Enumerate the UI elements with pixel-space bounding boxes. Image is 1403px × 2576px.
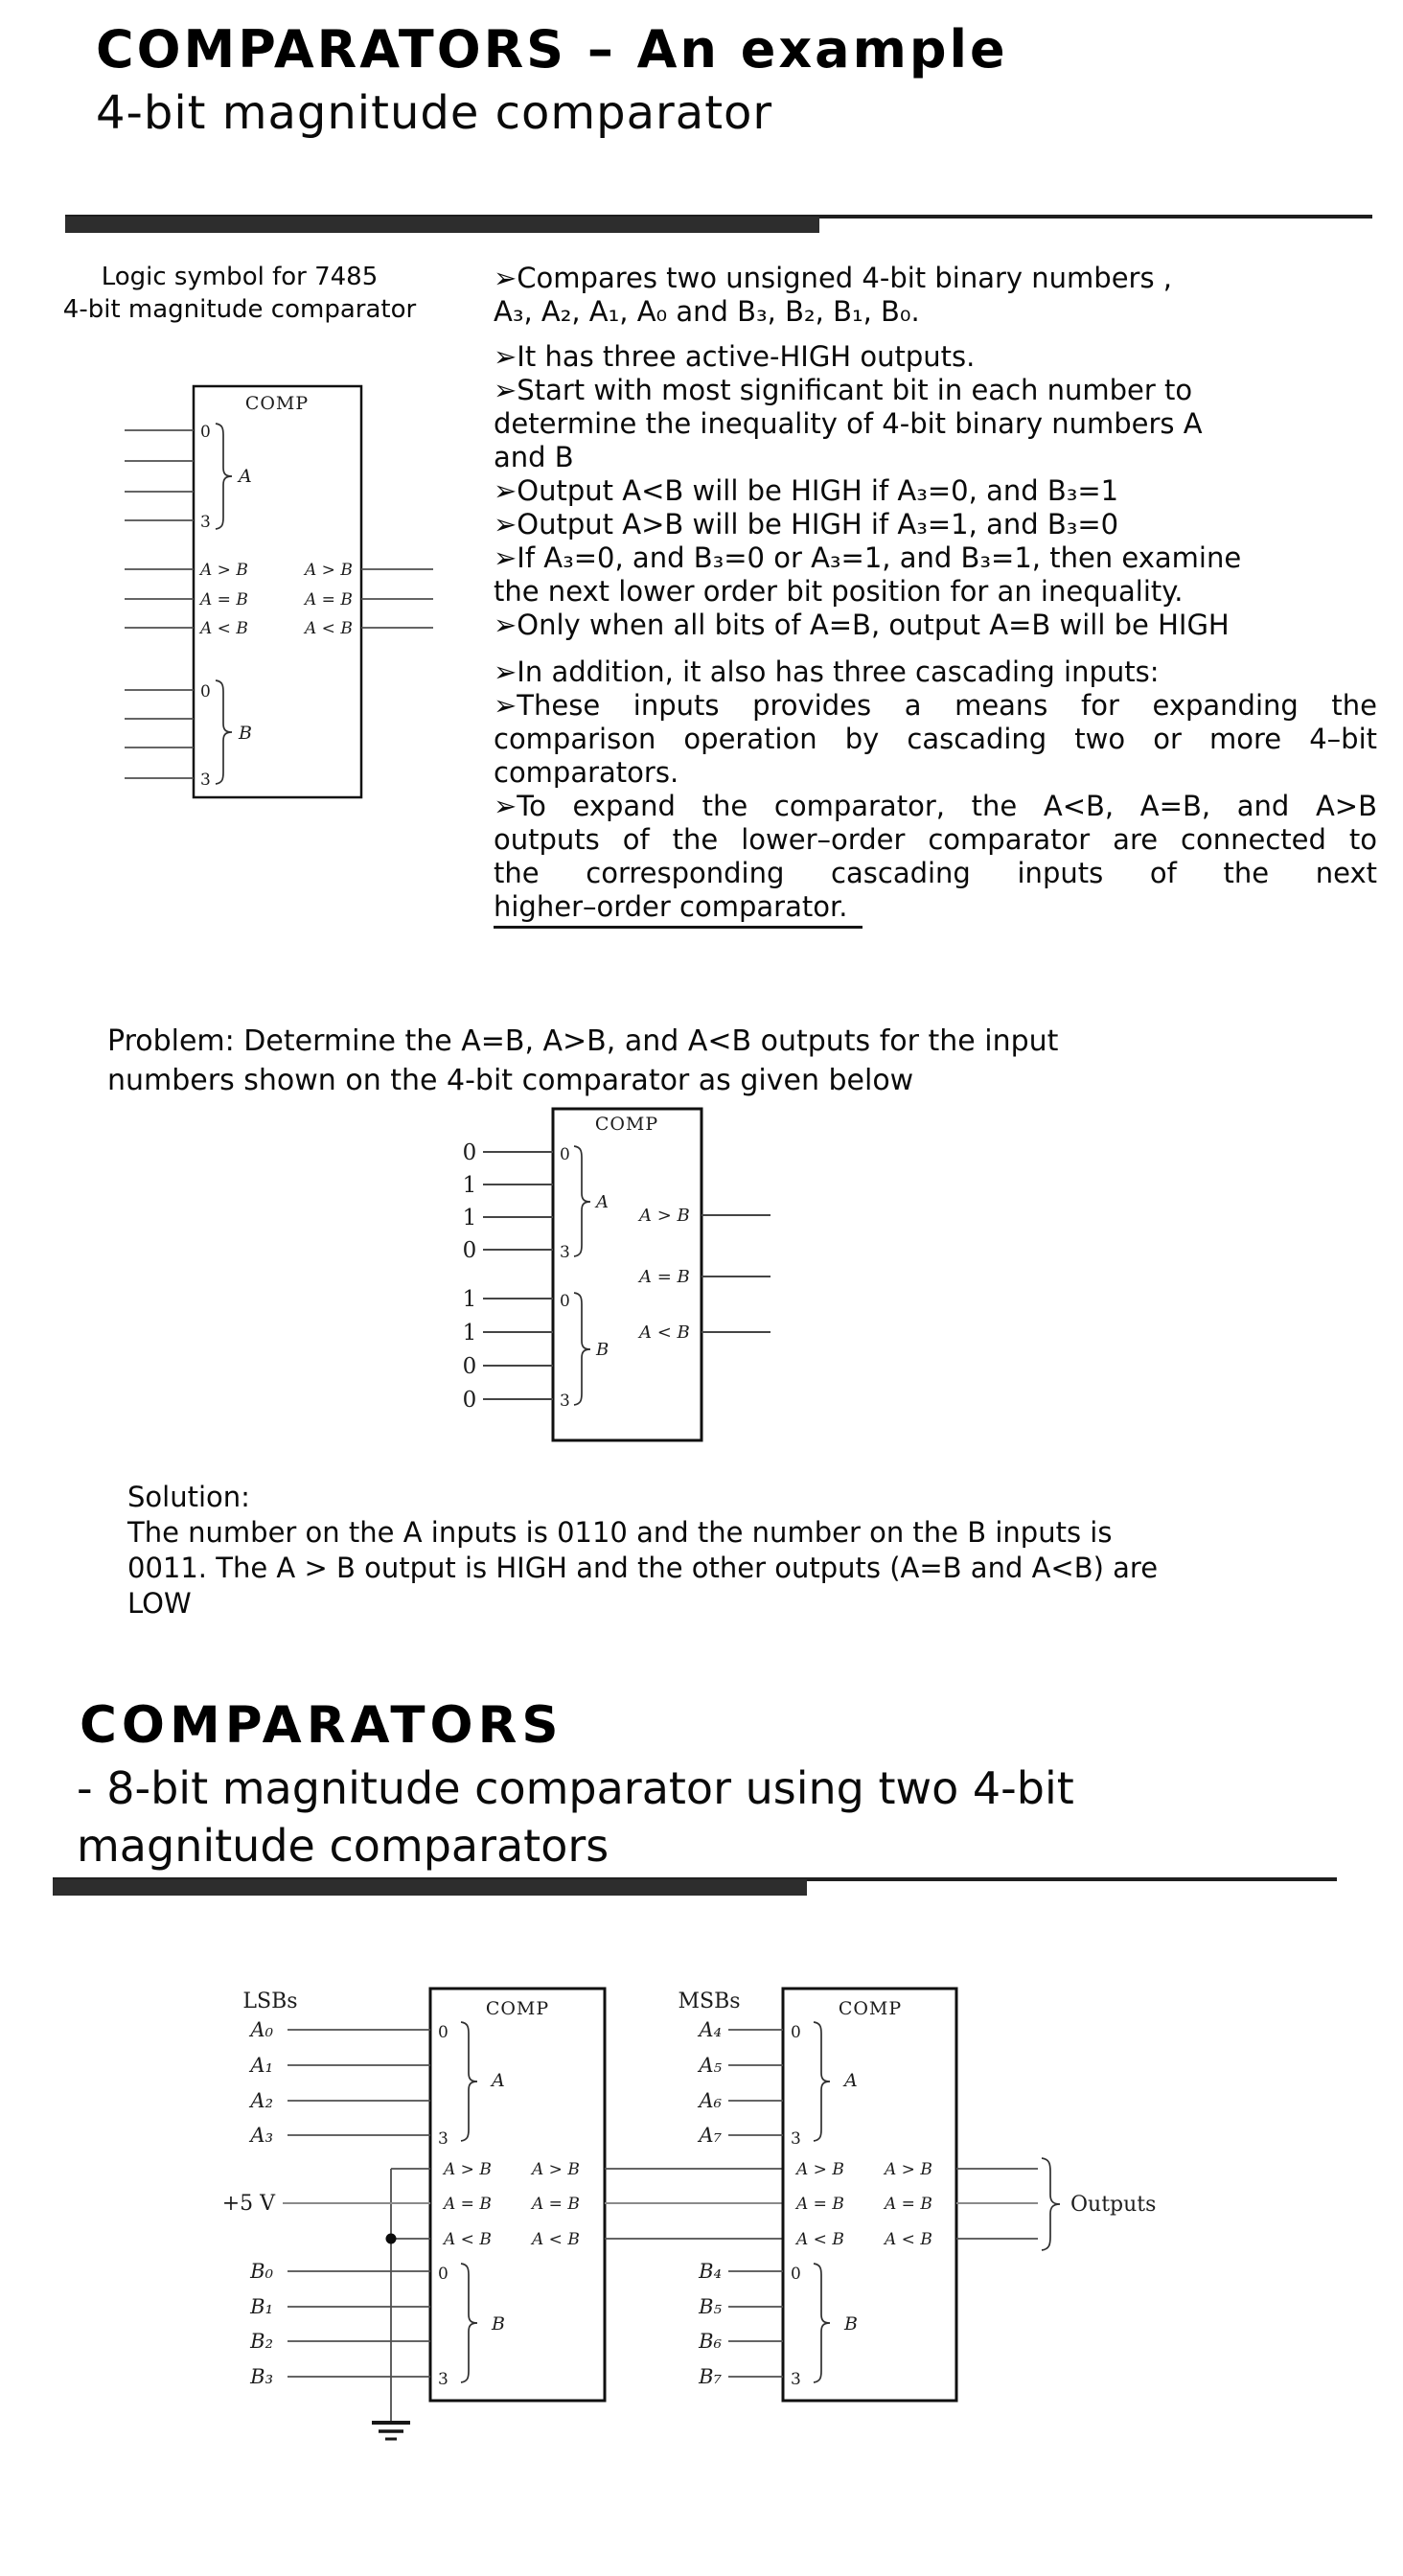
msb-b-group-label: B <box>844 2313 858 2334</box>
problem-line-2: numbers shown on the 4-bit comparator as given below <box>107 1064 914 1097</box>
signal-b1-label: B₁ <box>250 2295 273 2318</box>
cascade-note-line: comparators. <box>494 756 679 789</box>
pin-a0-label: 0 <box>791 2023 801 2042</box>
cascade-in-altb-label: A < B <box>200 619 248 638</box>
pin-a0-label: 0 <box>200 423 211 442</box>
msb-output-agtb-label: A > B <box>885 2160 932 2179</box>
b-group-brace <box>216 680 232 784</box>
lsb-b-group-brace <box>461 2264 477 2382</box>
a-group-label: A <box>239 466 252 487</box>
cascade-input-wires <box>125 569 194 628</box>
page-title: COMPARATORS – An example <box>96 19 1008 80</box>
bullet-line: ➢Output A>B will be HIGH if A₃=1, and B₃=0 <box>494 508 1119 540</box>
signal-b7-label: B₇ <box>699 2365 722 2388</box>
signal-b3-label: B₃ <box>250 2365 273 2388</box>
lsb-b-group-label: B <box>492 2313 505 2334</box>
signal-a7-label: A₇ <box>699 2124 722 2147</box>
caption-line-1: Logic symbol for 7485 <box>101 263 379 291</box>
section2-title: COMPARATORS <box>80 1696 564 1755</box>
divider-bar <box>53 1879 807 1896</box>
solution-line-2: 0011. The A > B output is HIGH and the other outputs (A=B and A<B) are <box>127 1552 1159 1584</box>
b-bit-0: 1 <box>462 1287 477 1312</box>
cascade-connection-wires <box>605 2169 783 2239</box>
cascade-note-line: outputs of the lower–order comparator are connected to <box>494 823 1377 856</box>
outputs-brace <box>1042 2158 1060 2250</box>
bullet-line: ➢Compares two unsigned 4-bit binary numbers , <box>494 262 1173 294</box>
pin-a0-label: 0 <box>438 2023 448 2042</box>
pin-a3-label: 3 <box>791 2129 801 2149</box>
a-bit-0: 0 <box>462 1140 477 1165</box>
lsb-a-group-brace <box>461 2022 477 2141</box>
pin-a3-label: 3 <box>200 513 211 532</box>
b-input-wires <box>125 690 194 778</box>
bullet-line: ➢It has three active-HIGH outputs. <box>494 340 976 373</box>
comp-label: COMP <box>244 393 310 414</box>
solution-line-3: LOW <box>127 1587 192 1620</box>
bullet-line: the next lower order bit position for an inequality. <box>494 575 1184 608</box>
lsb-a-input-wires <box>288 2030 430 2135</box>
solution-block <box>127 1480 1158 1622</box>
pin-b0-label: 0 <box>560 1292 570 1311</box>
solution-line-1: The number on the A inputs is 0110 and the number on the B inputs is <box>127 1516 1113 1549</box>
cascade-in-aeqb-label: A = B <box>200 590 248 610</box>
lsb-output-agtb-label: A > B <box>532 2160 580 2179</box>
output-agtb-label: A > B <box>639 1206 690 1226</box>
ground-network <box>372 2169 430 2439</box>
signal-a3-label: A₃ <box>250 2124 273 2147</box>
signal-a6-label: A₆ <box>699 2089 722 2112</box>
cascade-note-line: ➢To expand the comparator, the A<B, A=B, and A>B <box>494 790 1377 822</box>
msb-a-group-brace <box>814 2022 830 2141</box>
pin-a3-label: 3 <box>560 1243 570 1262</box>
pin-b3-label: 3 <box>560 1392 570 1411</box>
cascaded-comparator-diagram <box>216 1974 1184 2453</box>
lsb-cascade-agtb-label: A > B <box>444 2160 492 2179</box>
comp-label: COMP <box>485 1998 550 2019</box>
output-altb-label: A < B <box>305 619 353 638</box>
page-subtitle: 4-bit magnitude comparator <box>96 86 773 140</box>
pin-b3-label: 3 <box>791 2370 801 2389</box>
pin-a3-label: 3 <box>438 2129 448 2149</box>
vcc-label: +5 V <box>221 2192 275 2216</box>
solution-heading: Solution: <box>127 1481 250 1513</box>
cascade-note-line: ➢These inputs provides a means for expanding the <box>494 689 1377 722</box>
outputs-label: Outputs <box>1070 2193 1157 2217</box>
cascade-note-line: the corresponding cascading inputs of the next <box>494 857 1377 889</box>
lsb-output-altb-label: A < B <box>532 2230 580 2249</box>
msb-output-altb-label: A < B <box>885 2230 932 2249</box>
lsb-cascade-altb-label: A < B <box>444 2230 492 2249</box>
pin-a0-label: 0 <box>560 1145 570 1164</box>
signal-a5-label: A₅ <box>699 2054 722 2077</box>
a-input-wires <box>483 1152 553 1250</box>
a-group-label: A <box>596 1192 609 1212</box>
lsb-group-label: LSBs <box>242 1990 298 2013</box>
cascade-in-agtb-label: A > B <box>200 561 248 580</box>
caption-line-2: 4-bit magnitude comparator <box>62 295 417 324</box>
signal-b2-label: B₂ <box>250 2330 273 2353</box>
signal-b0-label: B₀ <box>250 2260 273 2283</box>
msb-cascade-aeqb-label: A = B <box>796 2195 844 2214</box>
msb-cascade-agtb-label: A > B <box>796 2160 844 2179</box>
bullet-line: A₃, A₂, A₁, A₀ and B₃, B₂, B₁, B₀. <box>494 295 920 328</box>
a-bit-2: 1 <box>462 1206 477 1230</box>
bullet-column <box>494 262 1377 924</box>
lsb-cascade-aeqb-label: A = B <box>444 2195 492 2214</box>
cascade-note-line: ➢In addition, it also has three cascading inputs: <box>494 656 1160 688</box>
b-group-label: B <box>596 1340 610 1360</box>
bullet-line: ➢Start with most significant bit in each number to <box>494 374 1193 406</box>
b-bit-2: 0 <box>462 1354 477 1379</box>
msb-cascade-altb-label: A < B <box>796 2230 844 2249</box>
msb-output-aeqb-label: A = B <box>885 2195 932 2214</box>
a-group-brace <box>216 424 232 529</box>
pin-b3-label: 3 <box>438 2370 448 2389</box>
pin-b3-label: 3 <box>200 770 211 790</box>
bullet-line: ➢Only when all bits of A=B, output A=B will be HIGH <box>494 609 1230 641</box>
section2-subtitle <box>77 1760 1074 1874</box>
b-group-label: B <box>239 723 252 744</box>
pin-b0-label: 0 <box>438 2265 448 2284</box>
lsb-a-group-label: A <box>492 2070 505 2091</box>
output-wires <box>702 1215 770 1332</box>
output-aeqb-label: A = B <box>639 1267 690 1287</box>
bullet-line: ➢If A₃=0, and B₃=0 or A₃=1, and B₃=1, then examine <box>494 541 1242 574</box>
signal-b4-label: B₄ <box>699 2260 722 2283</box>
lsb-b-input-wires <box>288 2271 430 2377</box>
b-bit-3: 0 <box>462 1388 477 1413</box>
output-wires <box>361 569 433 628</box>
pin-b0-label: 0 <box>200 682 211 702</box>
a-group-brace <box>574 1146 590 1256</box>
signal-a2-label: A₂ <box>250 2089 273 2112</box>
diagram1-caption <box>24 261 455 326</box>
a-bit-3: 0 <box>462 1238 477 1263</box>
signal-b6-label: B₆ <box>699 2330 722 2353</box>
a-bit-1: 1 <box>462 1173 477 1198</box>
cascade-note-underlined-line <box>494 890 1377 924</box>
problem-comparator-diagram <box>433 1102 783 1457</box>
divider-bar <box>65 217 819 233</box>
b-group-brace <box>574 1293 590 1405</box>
cascade-note-line: comparison operation by cascading two or more 4–bit <box>494 723 1377 755</box>
output-altb-label: A < B <box>639 1322 690 1343</box>
msb-group-label: MSBs <box>678 1990 741 2013</box>
msb-a-group-label: A <box>844 2070 858 2091</box>
msb-b-group-brace <box>814 2264 830 2382</box>
section2-subtitle-line-2: magnitude comparators <box>77 1820 610 1872</box>
a-input-wires <box>125 430 194 520</box>
comp-label: COMP <box>838 1998 903 2019</box>
problem-statement <box>107 1022 1058 1100</box>
bullet-line: and B <box>494 441 574 473</box>
signal-a1-label: A₁ <box>250 2054 273 2077</box>
pin-b0-label: 0 <box>791 2265 801 2284</box>
b-bit-1: 1 <box>462 1321 477 1346</box>
bullet-line: determine the inequality of 4-bit binary numbers A <box>494 407 1203 440</box>
msb-a-input-wires <box>728 2030 783 2135</box>
final-output-wires <box>956 2169 1038 2239</box>
bullet-line: ➢Output A<B will be HIGH if A₃=0, and B₃=1 <box>494 474 1119 507</box>
section2-subtitle-line-1: - 8-bit magnitude comparator using two 4-bit <box>77 1762 1074 1814</box>
lsb-output-aeqb-label: A = B <box>532 2195 580 2214</box>
output-agtb-label: A > B <box>305 561 353 580</box>
msb-b-input-wires <box>728 2271 783 2377</box>
signal-a4-label: A₄ <box>699 2018 722 2041</box>
problem-line-1: Problem: Determine the A=B, A>B, and A<B outputs for the input <box>107 1024 1059 1058</box>
signal-a0-label: A₀ <box>250 2018 273 2041</box>
signal-b5-label: B₅ <box>699 2295 722 2318</box>
logic-symbol-diagram <box>120 379 436 810</box>
junction-dot <box>386 2234 397 2244</box>
b-input-wires <box>483 1299 553 1399</box>
underlined-phrase: higher–order comparator. <box>494 890 862 929</box>
output-aeqb-label: A = B <box>305 590 353 610</box>
comp-label: COMP <box>594 1114 659 1135</box>
